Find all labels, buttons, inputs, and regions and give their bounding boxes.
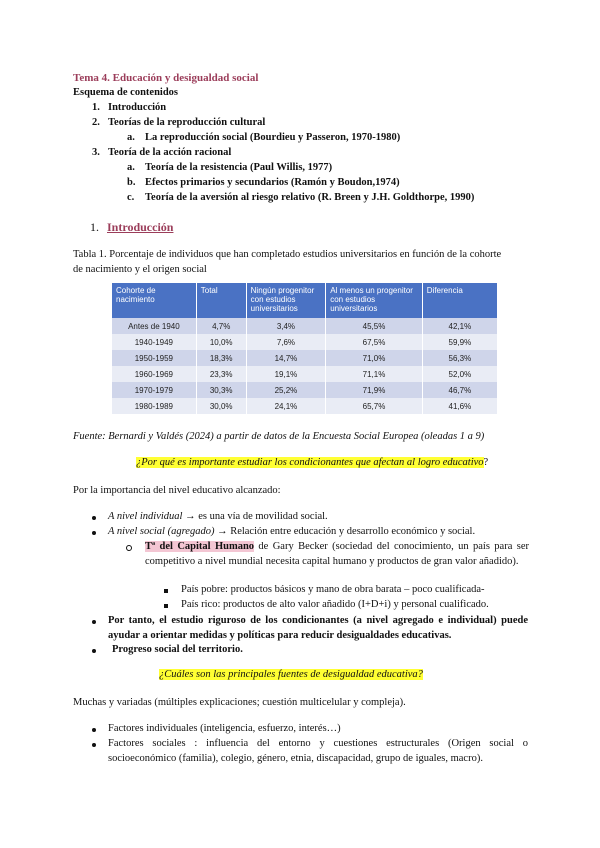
table-source: Fuente: Bernardi y Valdés (2024) a partir de datos de la Encuesta Social Europea (oleadas 1 a 9)	[73, 431, 485, 442]
toc-letter: b.	[127, 177, 136, 188]
toc-label: Introducción	[108, 102, 167, 113]
table-cell: 24,1%	[246, 398, 326, 414]
toc-item	[92, 147, 232, 158]
bullet-icon	[92, 620, 96, 624]
toc-label: Teoría de la resistencia (Paul Willis, 1977)	[145, 162, 333, 173]
table-cell: 56,3%	[422, 350, 497, 366]
table-cell: 14,7%	[246, 350, 326, 366]
bullet-text: → Relación entre educación y desarrollo económico y social.	[214, 526, 476, 537]
col-header: Al menos un progenitor con estudios universitarios	[326, 283, 423, 318]
table-header-row	[112, 283, 498, 318]
table-cell: 67,5%	[326, 334, 423, 350]
toc-letter: a.	[127, 162, 135, 173]
table-cell: Antes de 1940	[112, 318, 196, 334]
table-row	[112, 366, 498, 382]
table-row	[112, 382, 498, 398]
paragraph: Por la importancia del nivel educativo alcanzado:	[73, 485, 281, 496]
table-cell: 1940-1949	[112, 334, 196, 350]
table-cell: 10,0%	[196, 334, 246, 350]
bullet-text-bold: Progreso social del territorio.	[112, 644, 243, 655]
outline-heading: Esquema de contenidos	[73, 87, 179, 98]
bullet-text-bold: Por tanto, el estudio riguroso de los condicionantes (a nivel agregado e individual) puede ayudar a orientar medidas y políticas para reducir desigualdades educativas.	[108, 615, 528, 641]
table-cell: 4,7%	[196, 318, 246, 334]
table-cell: 19,1%	[246, 366, 326, 382]
toc-item	[92, 102, 167, 113]
toc-label: Efectos primarios y secundarios (Ramón y Boudon,1974)	[145, 177, 400, 188]
square-bullet-icon	[164, 604, 168, 608]
table-cell: 1950-1959	[112, 350, 196, 366]
table-row	[112, 398, 498, 414]
toc-subitem	[127, 132, 401, 143]
toc-label: La reproducción social (Bourdieu y Passeron, 1970-1980)	[145, 132, 401, 143]
toc-label: Teorías de la reproducción cultural	[108, 117, 266, 128]
table-row	[112, 334, 498, 350]
question-heading	[159, 669, 423, 680]
toc-number: 3.	[92, 147, 100, 158]
section-title: Introducción	[107, 220, 174, 234]
toc-subitem	[127, 192, 475, 203]
bullet-text: → es una vía de movilidad social.	[182, 511, 328, 522]
bullet-icon	[92, 649, 96, 653]
section-heading	[90, 220, 173, 235]
bullet-emphasis: A nivel individual	[108, 511, 183, 522]
paragraph: Muchas y variadas (múltiples explicaciones; cuestión multicelular y compleja).	[73, 697, 406, 708]
circle-bullet-icon	[126, 545, 132, 551]
table-cell: 59,9%	[422, 334, 497, 350]
question-heading	[136, 457, 488, 468]
toc-number: 1.	[92, 102, 100, 113]
toc-letter: c.	[127, 192, 135, 203]
question-text: ¿Cuáles son las principales fuentes de desigualdad educativa?	[159, 669, 423, 680]
document-title: Tema 4. Educación y desigualdad social	[73, 72, 259, 84]
table-caption-cont: de nacimiento y el origen social	[73, 264, 207, 275]
bullet-icon	[92, 531, 96, 535]
toc-letter: a.	[127, 132, 135, 143]
sub-bullet-text	[145, 540, 529, 569]
table-cell: 23,3%	[196, 366, 246, 382]
table-cell: 30,0%	[196, 398, 246, 414]
toc-number: 2.	[92, 117, 100, 128]
col-header: Ningún progenitor con estudios universitarios	[246, 283, 326, 318]
table-cell: 71,1%	[326, 366, 423, 382]
toc-subitem	[127, 162, 333, 173]
bullet-text: Factores individuales (inteligencia, esfuerzo, interés…)	[108, 723, 341, 734]
table-caption: Tabla 1. Porcentaje de individuos que han completado estudios universitarios en función de la cohorte	[73, 249, 502, 260]
col-header: Cohorte de nacimiento	[112, 283, 196, 318]
bullet-text: País pobre: productos básicos y mano de obra barata – poco cualificada-	[181, 584, 485, 595]
theory-description: de Gary Becker (sociedad del conocimiento, un país para ser competitivo a nivel mundial necesita capital humano y productos de gran valor añadido).	[145, 541, 529, 567]
table-cell: 71,9%	[326, 382, 423, 398]
table-cell: 18,3%	[196, 350, 246, 366]
table-cell: 42,1%	[422, 318, 497, 334]
table-cell: 45,5%	[326, 318, 423, 334]
toc-item	[92, 117, 266, 128]
col-header: Diferencia	[422, 283, 497, 318]
bullet-text: Factores sociales : influencia del entorno y cuestiones estructurales (Origen social o socioeconómico (familia), colegio, género, etnia, discapacidad, grupo de iguales, macro).	[108, 738, 528, 764]
table-cell: 71,0%	[326, 350, 423, 366]
bullet-text: País rico: productos de alto valor añadido (I+D+i) y personal cualificado.	[181, 599, 489, 610]
table-cell: 52,0%	[422, 366, 497, 382]
table-row	[112, 318, 498, 334]
square-bullet-icon	[164, 589, 168, 593]
question-text: ¿Por qué es importante estudiar los condicionantes que afectan al logro educativo	[136, 457, 484, 468]
question-mark: ?	[483, 457, 489, 468]
table-cell: 3,4%	[246, 318, 326, 334]
section-number: 1.	[90, 220, 99, 234]
table-row	[112, 350, 498, 366]
table-cell: 1960-1969	[112, 366, 196, 382]
toc-subitem	[127, 177, 400, 188]
table-cell: 65,7%	[326, 398, 423, 414]
table-cell: 7,6%	[246, 334, 326, 350]
col-header: Total	[196, 283, 246, 318]
bullet-icon	[92, 743, 96, 747]
bullet-icon	[92, 516, 96, 520]
table-cell: 1980-1989	[112, 398, 196, 414]
table-cell: 25,2%	[246, 382, 326, 398]
table-cell: 41,6%	[422, 398, 497, 414]
table-cell: 30,3%	[196, 382, 246, 398]
theory-name: Tª del Capital Humano	[145, 541, 255, 552]
table-cell: 46,7%	[422, 382, 497, 398]
data-table	[112, 283, 498, 414]
toc-label: Teoría de la acción racional	[108, 147, 232, 158]
table-cell: 1970-1979	[112, 382, 196, 398]
toc-label: Teoría de la aversión al riesgo relativo (R. Breen y J.H. Goldthorpe, 1990)	[145, 192, 475, 203]
bullet-icon	[92, 728, 96, 732]
bullet-emphasis: A nivel social (agregado)	[108, 526, 215, 537]
